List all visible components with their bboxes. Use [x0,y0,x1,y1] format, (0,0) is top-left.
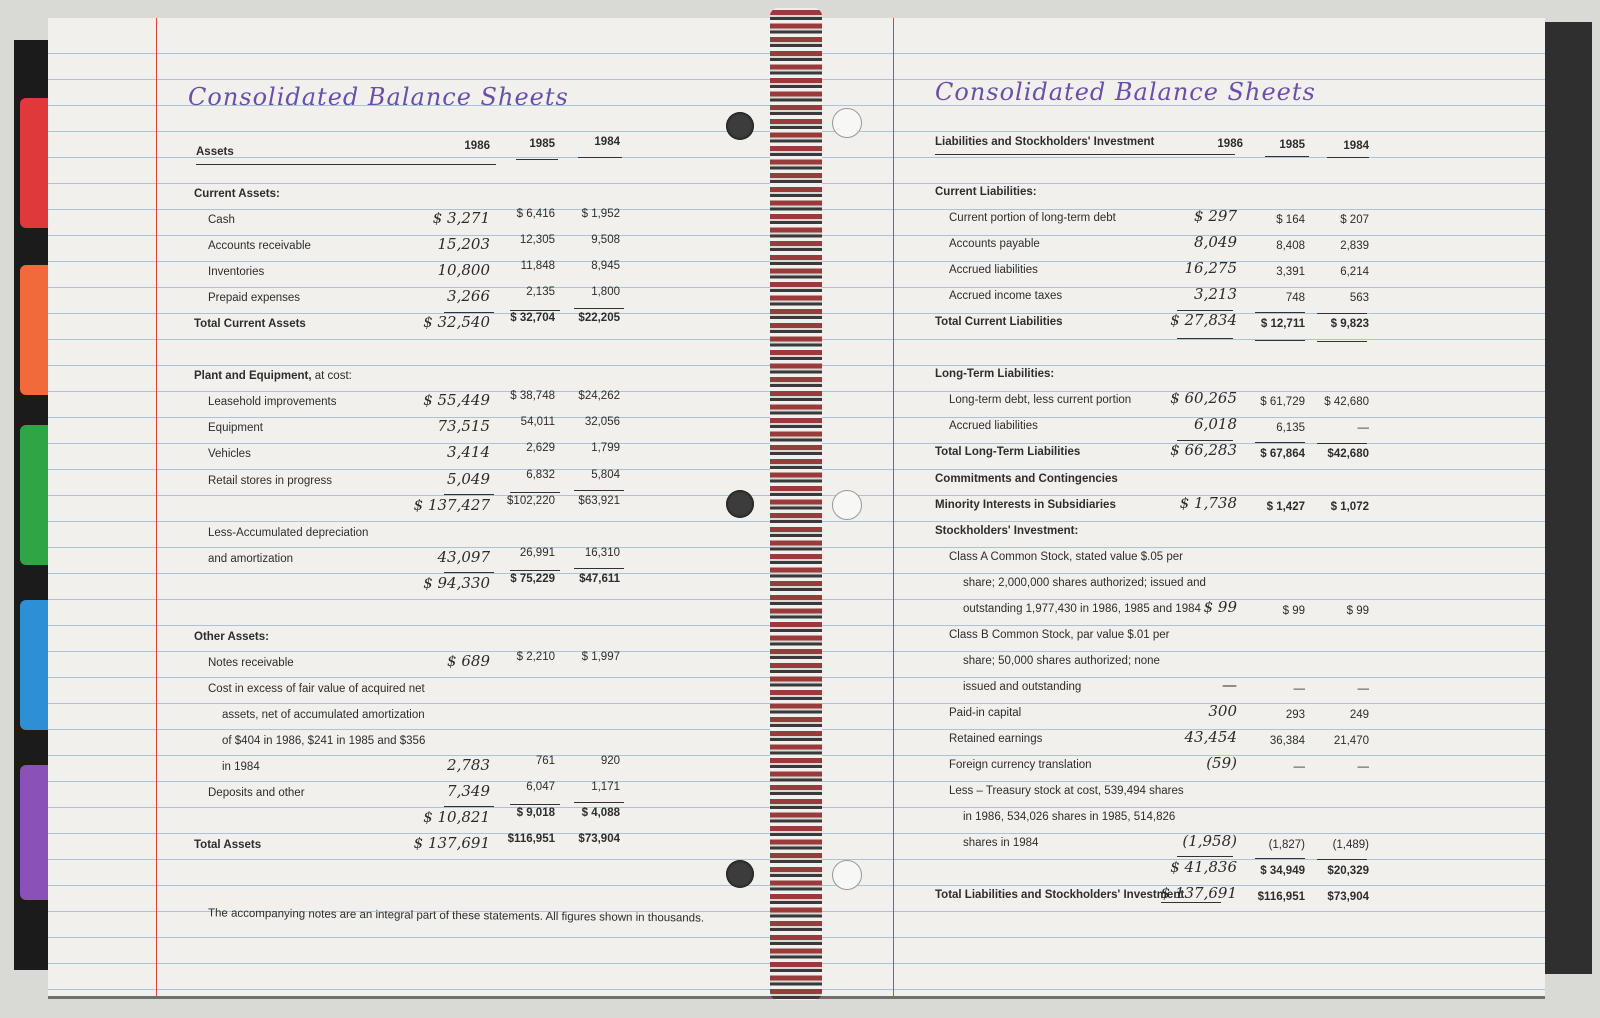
value-1984: 5,804 [591,468,620,481]
value-1985: $116,951 [507,833,555,846]
handwritten-1986: $ 297 [1194,207,1237,226]
value-1985: 761 [535,755,555,767]
value-1984: $42,680 [1327,448,1369,461]
row-label: Total Liabilities and Stockholders' Investment [935,889,1185,902]
back-cover [1540,22,1592,974]
value-1985: $ 1,427 [1266,500,1305,513]
value-1985: 6,135 [1276,422,1305,435]
handwritten-1986: $ 94,330 [423,573,490,592]
sum-rule [574,490,624,491]
handwritten-1986: — [1222,675,1237,694]
value-1984: 8,945 [591,260,620,273]
sum-rule [510,310,560,311]
punch-hole [832,108,862,138]
value-1984: $47,611 [579,572,620,585]
punch-hole [726,860,754,888]
value-1984: $ 4,088 [581,807,620,820]
sum-rule [574,802,624,803]
sum-rule [574,308,624,309]
row-label: Retail stores in progress [208,474,332,487]
sum-rule [1177,856,1233,857]
row-label-suffix: at cost: [311,370,352,383]
sum-rule [1317,859,1367,860]
handwritten-1986: 73,515 [437,417,490,436]
value-1985: $ 99 [1282,604,1305,617]
row-label: Commitments and Contingencies [935,472,1118,485]
value-1985: 6,047 [526,781,555,794]
row-label: Vehicles [208,448,251,461]
value-1984: — [1357,761,1369,774]
sum-rule [444,572,494,573]
handwritten-1986: $ 1,738 [1179,493,1237,512]
tab-orange[interactable] [20,265,48,395]
sum-rule [1161,902,1221,903]
sum-rule [510,492,560,493]
margin-line [156,18,157,996]
row-label: Total Assets [194,839,262,852]
punch-hole [832,490,862,520]
handwritten-1986: $ 27,834 [1170,311,1237,330]
header-label: Liabilities and Stockholders' Investment [935,136,1155,148]
footnote: The accompanying notes are an integral part of these statements. All figures shown in thousands. [207,907,705,925]
handwritten-1986: 7,349 [447,782,490,801]
row-label: Current portion of long-term debt [949,212,1116,225]
value-1985: 12,305 [519,234,555,247]
row-label: Minority Interests in Subsidiaries [935,498,1116,511]
row-label: Less – Treasury stock at cost, 539,494 shares [949,785,1184,798]
row-label: and amortization [208,552,294,565]
handwritten-1986: $ 41,836 [1170,858,1237,877]
handwritten-1986: 16,275 [1184,259,1237,278]
header-1985: 1985 [529,138,555,150]
handwritten-1986: 10,800 [437,261,490,280]
value-1984: 249 [1349,708,1369,721]
handwritten-1986: 3,213 [1194,285,1237,304]
row-label: Total Long-Term Liabilities [935,446,1081,459]
page-title: Consolidated Balance Sheets [188,83,569,111]
row-label: issued and outstanding [963,680,1082,693]
header-1985: 1985 [1279,139,1305,151]
value-1985: 11,848 [520,260,555,273]
handwritten-1986: 8,049 [1194,233,1237,252]
handwritten-1986: 6,018 [1194,415,1237,434]
value-1985: $ 61,729 [1260,396,1305,409]
row-label: Accrued liabilities [949,420,1038,433]
header-1984: 1984 [594,136,620,148]
value-1984: 32,056 [584,416,620,429]
row-label: Foreign currency translation [949,759,1092,772]
row-label: share; 50,000 shares authorized; none [963,654,1160,667]
divider-tabs [14,40,48,970]
value-1985: $ 32,704 [510,312,555,325]
handwritten-1986: 5,049 [447,469,490,488]
value-1984: $ 207 [1340,214,1369,227]
handwritten-1986: $ 137,691 [413,834,490,853]
value-1984: 1,800 [591,286,620,299]
row-label: Current Liabilities: [935,186,1037,198]
value-1984: 920 [600,755,620,767]
value-1985: $ 164 [1276,214,1305,227]
value-1985: $ 9,018 [516,807,555,820]
row-label: in 1986, 534,026 shares in 1985, 514,826 [963,811,1176,824]
row-label: Prepaid expenses [208,292,301,305]
handwritten-1986: 2,783 [447,756,490,774]
sum-rule [1317,341,1367,342]
value-1984: $ 1,072 [1330,500,1369,513]
handwritten-1986: 15,203 [437,235,490,254]
row-label: Leasehold improvements [208,396,337,409]
margin-line [893,18,894,996]
sum-rule [1317,443,1367,444]
value-1984: 1,799 [591,442,620,455]
row-label: Stockholders' Investment: [935,524,1079,537]
value-1984: 21,470 [1333,735,1369,747]
value-1985: $102,220 [507,494,555,507]
handwritten-1986: $ 99 [1203,597,1237,616]
handwritten-1986: $ 689 [447,651,490,670]
tab-purple[interactable] [20,765,48,900]
sum-rule [1177,338,1233,339]
value-1985: 54,011 [520,416,555,429]
row-label: Equipment [208,422,263,435]
tab-green[interactable] [20,425,48,565]
row-label: Retained earnings [949,733,1043,745]
value-1985: $ 75,229 [510,572,555,585]
tab-red[interactable] [20,98,48,228]
handwritten-1986: 43,097 [437,547,490,566]
value-1984: $ 42,680 [1324,396,1369,409]
row-label: Long-term debt, less current portion [949,394,1132,407]
value-1984: $24,262 [578,390,620,403]
value-1984: $ 1,997 [581,650,620,663]
value-1985: 26,991 [519,546,555,559]
value-1984: 563 [1349,292,1369,305]
row-label: Notes receivable [208,656,294,669]
sum-rule [1255,858,1305,859]
value-1985: 2,135 [526,286,555,299]
handwritten-1986: $ 32,540 [423,313,490,332]
tab-blue[interactable] [20,600,48,730]
left-page [48,18,780,999]
sum-rule [1177,440,1233,441]
row-label: Deposits and other [208,787,305,800]
sum-rule [510,804,560,805]
handwritten-1986: $ 137,427 [413,495,490,514]
value-1984: $73,904 [1327,891,1369,904]
row-label: of $404 in 1986, $241 in 1985 and $356 [222,734,426,747]
punch-hole [726,490,754,518]
header-1986: 1986 [464,140,490,152]
handwritten-1986: $ 55,449 [423,391,490,410]
value-1985: (1,827) [1268,839,1305,852]
value-1984: $ 9,823 [1330,318,1369,331]
row-label: Inventories [208,266,265,279]
handwritten-1986: 3,414 [447,443,490,462]
row-label: in 1984 [222,761,260,773]
value-1985: 2,629 [526,442,555,455]
handwritten-1986: 3,266 [447,287,490,306]
handwritten-1986: $ 60,265 [1170,389,1237,408]
sum-rule [1255,442,1305,443]
value-1984: $ 1,952 [581,208,620,221]
row-label: Less-Accumulated depreciation [208,526,369,539]
handwritten-1986: 300 [1208,701,1237,720]
header-1986: 1986 [1217,138,1243,150]
header-1984: 1984 [1343,140,1369,152]
value-1984: 9,508 [591,234,620,247]
value-1985: 6,832 [526,468,555,481]
right-page [815,18,1545,999]
row-label: Total Current Assets [194,318,306,331]
sum-rule [574,568,624,569]
row-label: Plant and Equipment, at cost: [194,370,352,383]
value-1984: 1,171 [591,781,620,794]
header-label: Assets [196,146,234,158]
value-1984: $20,329 [1327,865,1369,878]
punch-hole [832,860,862,890]
sum-rule [1177,310,1233,311]
row-label: Class A Common Stock, stated value $.05 per [949,550,1183,563]
sum-rule [444,806,494,807]
handwritten-1986: $ 10,821 [423,808,490,827]
value-1984: (1,489) [1332,839,1369,852]
row-label: Accrued liabilities [949,264,1038,277]
value-1984: 2,839 [1340,240,1369,253]
value-1985: $ 38,748 [510,390,555,403]
sum-rule [1255,340,1305,341]
handwritten-1986: 43,454 [1184,728,1237,746]
value-1985: $ 12,711 [1260,318,1305,331]
punch-hole [726,112,754,140]
sum-rule [510,570,560,571]
value-1984: — [1357,422,1369,435]
value-1985: $116,951 [1257,891,1305,904]
row-label: Accounts receivable [208,240,311,253]
row-label: Cash [208,214,235,227]
row-label: share; 2,000,000 shares authorized; issued and [963,576,1206,589]
row-label: Current Assets: [194,188,280,200]
value-1984: 6,214 [1340,266,1369,279]
handwritten-1986: (1,958) [1182,832,1237,851]
row-label: outstanding 1,977,430 in 1986, 1985 and 1984 [963,602,1201,615]
row-label: Accrued income taxes [949,290,1063,303]
value-1985: $ 6,416 [516,208,555,221]
value-1985: 293 [1285,708,1305,721]
page-title: Consolidated Balance Sheets [935,78,1316,106]
row-label: Total Current Liabilities [935,316,1063,329]
value-1985: 36,384 [1269,735,1305,747]
value-1985: 748 [1285,292,1305,305]
spiral-binding [770,8,822,1000]
row-label: assets, net of accumulated amortization [222,708,425,721]
value-1984: 16,310 [584,546,620,559]
value-1985: $ 2,210 [516,650,555,663]
row-label: Accounts payable [949,238,1040,251]
value-1985: — [1293,761,1305,774]
row-label: shares in 1984 [963,837,1039,850]
row-label: Cost in excess of fair value of acquired net [208,682,425,695]
sum-rule [1255,312,1305,313]
value-1985: 8,408 [1276,240,1305,253]
row-label: Class B Common Stock, par value $.01 per [949,628,1170,641]
value-1984: $73,904 [578,833,620,846]
value-1985: $ 67,864 [1260,448,1305,461]
value-1985: $ 34,949 [1260,865,1305,878]
handwritten-1986: $ 3,271 [432,209,490,228]
sum-rule [444,494,494,495]
row-label: Other Assets: [194,630,269,643]
value-1984: $ 99 [1346,604,1369,617]
value-1985: 3,391 [1276,266,1305,279]
handwritten-1986: (59) [1206,754,1237,773]
handwritten-1986: $ 137,691 [1160,884,1237,903]
value-1984: $22,205 [578,312,620,325]
sum-rule [1317,313,1367,314]
value-1985: — [1293,682,1305,695]
handwritten-1986: $ 66,283 [1170,441,1237,460]
sum-rule [444,312,494,313]
row-label: Long-Term Liabilities: [935,368,1055,381]
value-1984: — [1357,682,1369,695]
value-1984: $63,921 [578,494,620,507]
row-label: Paid-in capital [949,706,1022,719]
